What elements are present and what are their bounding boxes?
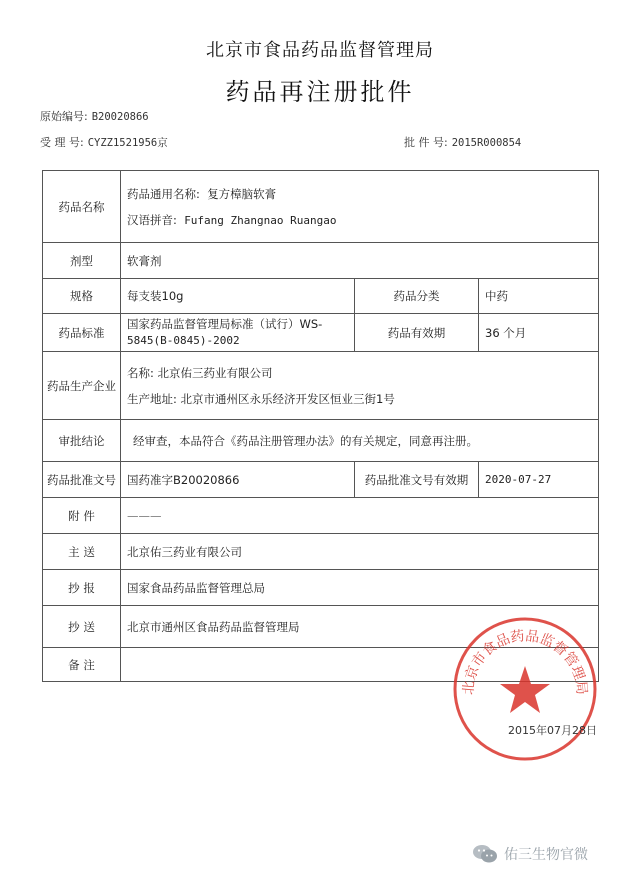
approval-number-value: 国药准字B20020866 [121, 462, 355, 498]
original-number-label: 原始编号: [40, 110, 88, 123]
standard-line-1: 国家药品监督管理局标准（试行）WS- [127, 317, 323, 331]
attachment-label: 附 件 [43, 498, 121, 534]
original-number [40, 108, 149, 124]
manufacturer-label: 药品生产企业 [43, 352, 121, 420]
manufacturer-name: 名称: 北京佑三药业有限公司 [127, 365, 273, 380]
table-row [43, 648, 599, 682]
validity-label: 药品有效期 [355, 314, 479, 352]
generic-name-label: 药品通用名称: [127, 186, 200, 201]
table-row [43, 243, 599, 279]
watermark [472, 840, 588, 868]
table-row [43, 498, 599, 534]
standard-label: 药品标准 [43, 314, 121, 352]
seal-text: 北京市食品药品监督管理局 [460, 628, 590, 696]
remarks-value [121, 648, 599, 682]
report-to-label: 抄 报 [43, 570, 121, 606]
table-row [43, 420, 599, 462]
dosage-form-label: 剂型 [43, 243, 121, 279]
table-row [43, 279, 599, 314]
generic-name-line [127, 181, 592, 207]
approval-document-number [404, 134, 521, 150]
document-title: 药品再注册批件 [225, 78, 415, 106]
approval-validity-value: 2020-07-27 [479, 462, 599, 498]
generic-name-value: 复方樟脑软膏 [207, 186, 277, 201]
pinyin-line [127, 207, 592, 233]
conclusion-value: 经审查，本品符合《药品注册管理办法》的有关规定，同意再注册。 [121, 420, 599, 462]
acceptance-number-label: 受 理 号: [40, 136, 84, 149]
standard-line-2: 5845(B-0845)-2002 [127, 334, 240, 347]
validity-value: 36 个月 [479, 314, 599, 352]
cc-label: 抄 送 [43, 606, 121, 648]
report-to-value: 国家食品药品监督管理总局 [121, 570, 599, 606]
table-row [43, 462, 599, 498]
watermark-text: 佑三生物官微 [504, 847, 588, 863]
table-row [43, 171, 599, 243]
spec-value: 每支装10g [121, 279, 355, 314]
conclusion-label: 审批结论 [43, 420, 121, 462]
approval-number-label: 药品批准文号 [43, 462, 121, 498]
table-row [43, 314, 599, 352]
main-to-label: 主 送 [43, 534, 121, 570]
agency-name: 北京市食品药品监督管理局 [206, 40, 434, 61]
table-row [43, 352, 599, 420]
category-value: 中药 [479, 279, 599, 314]
table-row [43, 534, 599, 570]
drug-name-label: 药品名称 [43, 171, 121, 243]
table-row [43, 606, 599, 648]
pinyin-label: 汉语拼音: [127, 212, 177, 227]
acceptance-number [40, 134, 168, 150]
category-label: 药品分类 [355, 279, 479, 314]
dosage-form-value: 软膏剂 [121, 243, 599, 279]
spec-label: 规格 [43, 279, 121, 314]
registration-table [42, 170, 599, 682]
pinyin-value: Fufang Zhangnao Ruangao [184, 213, 337, 227]
approval-document-number-label: 批 件 号: [404, 136, 448, 149]
remarks-label: 备 注 [43, 648, 121, 682]
approval-document-number-value: 2015R000854 [451, 137, 522, 149]
table-row [43, 570, 599, 606]
cc-value: 北京市通州区食品药品监督管理局 [121, 606, 599, 648]
sign-date: 2015年07月28日 [508, 724, 597, 737]
manufacturer-address: 生产地址: 北京市通州区永乐经济开发区恒业三街1号 [127, 391, 395, 406]
acceptance-number-value: CYZZ1521956京 [87, 137, 168, 149]
standard-value [121, 314, 355, 352]
manufacturer-cell [121, 352, 599, 420]
approval-validity-label: 药品批准文号有效期 [355, 462, 479, 498]
drug-name-cell [121, 171, 599, 243]
original-number-value: B20020866 [91, 111, 149, 123]
main-to-value: 北京佑三药业有限公司 [121, 534, 599, 570]
wechat-icon [472, 844, 498, 864]
attachment-value: ——— [121, 498, 599, 534]
